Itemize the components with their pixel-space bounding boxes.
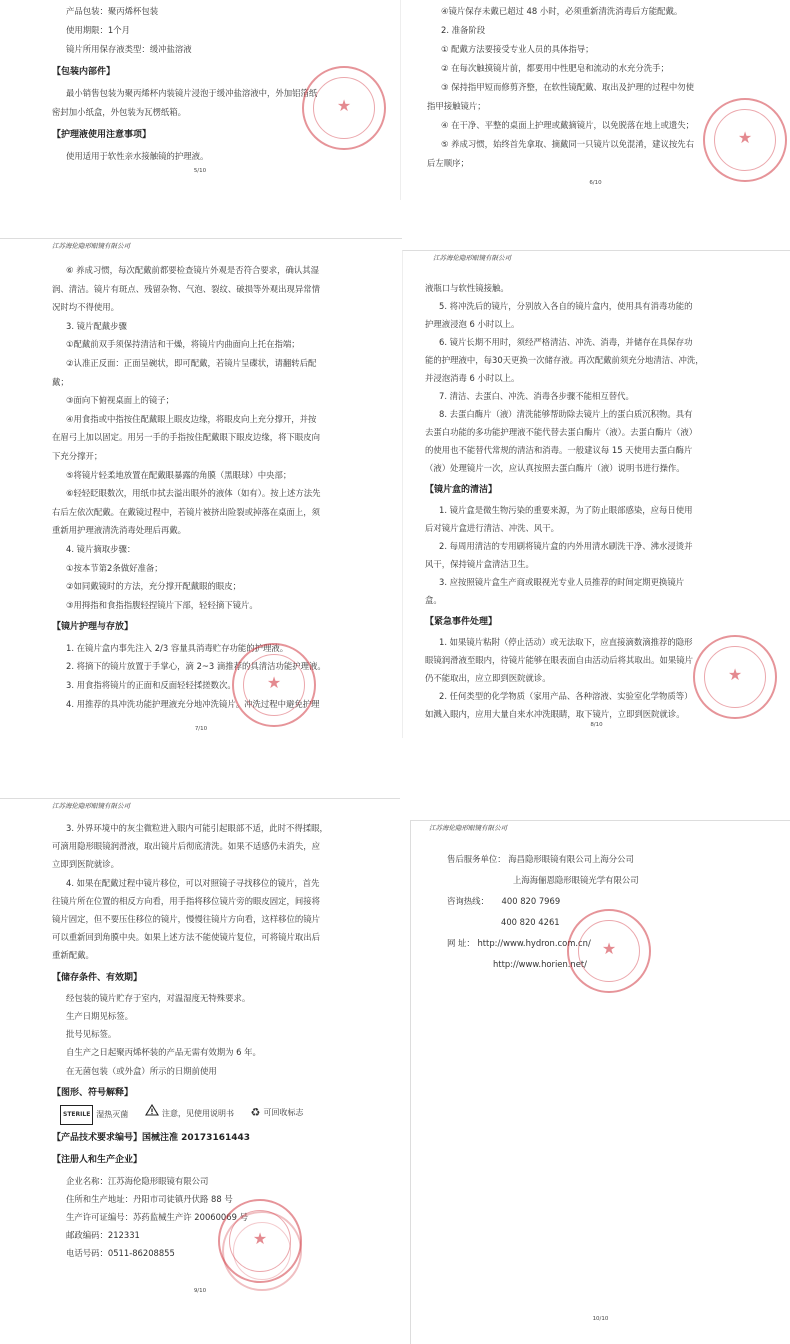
text-line: ④镜片保存未戴已超过 48 小时，必须重新清洗消毒后方能配戴。 xyxy=(441,6,683,16)
text-line: 自生产之日起聚丙烯杯装的产品无需有效期为 6 年。 xyxy=(66,1047,261,1058)
service-unit-2: 上海海俪恩隐形眼镜光学有限公司 xyxy=(513,875,639,885)
text-line: 4. 用推荐的具冲洗功能护理液充分地冲洗镜片。冲洗过程中避免护理 xyxy=(66,698,320,709)
text-line: 立即到医院就诊。 xyxy=(52,859,119,870)
text-line: 镜片所用保存液类型：缓冲盐溶液 xyxy=(66,44,192,54)
page-9 xyxy=(0,798,400,1344)
website-label: 网 址： xyxy=(447,938,475,948)
page-10 xyxy=(410,820,790,1344)
text-line: 后左顺序； xyxy=(427,158,469,168)
text-line: ③用拇指和食指指腹轻捏镜片下部，轻轻摘下镜片。 xyxy=(66,599,258,610)
service-line xyxy=(447,849,780,870)
sterile-symbol xyxy=(60,1105,128,1125)
text-line: 生产许可证编号：苏药监械生产许 20060069 号 xyxy=(66,1212,248,1223)
company-seal: ★ xyxy=(218,1199,302,1283)
text-line: 使用适用于软性亲水接触镜的护理液。 xyxy=(66,151,209,161)
section-heading: 【产品技术要求编号】国械注准 20173161443 xyxy=(52,1133,251,1144)
text-line: ②如同戴镜时的方法，充分撑开配戴眼的眼皮； xyxy=(66,581,242,592)
text-line: 重新用护理液清洗消毒处理后再戴。 xyxy=(52,525,186,536)
page-number: 8/10 xyxy=(590,722,603,728)
text-line: ③ 保持指甲短而修剪齐整，在软性镜配戴、取出及护理的过程中勿使 xyxy=(441,82,695,92)
company-seal: ★ xyxy=(567,909,651,993)
text-line: 液瓶口与软性镜接触。 xyxy=(425,283,509,293)
text-line: 最小销售包装为聚丙烯杯内装镜片浸泡于缓冲盐溶液中，外加铝箔纸 xyxy=(66,88,318,98)
text-line: 7. 清洁、去蛋白、冲洗、消毒各步骤不能相互替代。 xyxy=(439,391,634,401)
section-heading: 【图形、符号解释】 xyxy=(52,1087,134,1098)
section-heading: 【镜片护理与存放】 xyxy=(52,622,134,633)
text-line: 经包装的镜片贮存于室内，对温湿度无特殊要求。 xyxy=(66,992,251,1003)
text-line: 仍不能取出，应立即到医院就诊。 xyxy=(425,673,551,683)
section-heading: 【护理液使用注意事项】 xyxy=(52,130,152,140)
text-line: 能的护理液中，每30天更换一次储存液。再次配戴前须充分地清洁、冲洗， xyxy=(425,355,704,365)
website-link-2[interactable]: http://www.horien.net/ xyxy=(493,959,587,969)
text-line: ③面向下俯视桌面上的镜子； xyxy=(66,395,175,406)
company-seal xyxy=(222,1211,302,1291)
text-line: 右后左依次配戴。在戴镜过程中，若镜片被挤出险裂或掉落在桌面上，须 xyxy=(52,506,320,517)
service-label: 售后服务单位： xyxy=(447,854,506,864)
website-link-1[interactable]: http://www.hydron.com.cn/ xyxy=(477,938,591,948)
hotline-number-1: 400 820 7969 xyxy=(501,896,561,906)
text-line: ② 在每次触摸镜片前，都要用中性肥皂和流动的水充分洗手； xyxy=(441,63,669,73)
text-line: 生产日期见标签。 xyxy=(66,1011,133,1022)
section-heading: 【包装内部件】 xyxy=(52,67,116,77)
company-header: 江苏海伦隐形眼镜有限公司 xyxy=(429,824,507,832)
text-line: ⑥ 养成习惯，每次配戴前都要检查镜片外观是否符合要求，确认其湿 xyxy=(66,265,320,275)
symbol-row xyxy=(60,1104,384,1125)
text-line: 企业名称：江苏海伦隐形眼镜有限公司 xyxy=(66,1175,209,1186)
recycle-icon: ♻ xyxy=(250,1106,261,1120)
text-line: 眼镜润滑液至眼内，待镜片能够在眼表面自由活动后将其取出。如果镜片 xyxy=(425,655,693,665)
text-line: 2. 每周用清洁的专用刷将镜片盒的内外用清水刷洗干净、沸水浸烫并 xyxy=(439,541,693,551)
text-line: ②认准正反面：正面呈碗状，即可配戴，若镜片呈碟状，请翻转后配 xyxy=(66,357,317,368)
page-7 xyxy=(0,238,402,738)
page-7-body xyxy=(52,261,386,713)
text-line: 下充分撑开； xyxy=(52,450,103,461)
text-line: 电话号码：0511-86208855 xyxy=(66,1248,175,1259)
text-line: 邮政编码：212331 xyxy=(66,1230,140,1241)
text-line: 2. 将摘下的镜片放置于手掌心，滴 2~3 滴推荐的具清洁功能护理液。 xyxy=(66,661,326,672)
text-line: 况时均不得使用。 xyxy=(52,302,119,313)
text-line: 4. 镜片摘取步骤： xyxy=(66,543,136,554)
service-unit-1: 海昌隐形眼镜有限公司上海分公司 xyxy=(508,854,634,864)
text-line: 如溅入眼内，应用大量自来水冲洗眼睛，取下镜片，立即到医院就诊。 xyxy=(425,709,685,719)
page-number: 10/10 xyxy=(592,1316,609,1322)
text-line: 住所和生产地址：丹阳市司徒镇丹伏路 88 号 xyxy=(66,1193,233,1204)
sterile-icon: STERILE xyxy=(60,1105,93,1125)
text-line: （液）处理镜片一次，应认真按照去蛋白酶片（液）说明书进行操作。 xyxy=(425,463,685,473)
text-line: 产品包装：聚丙烯杯包装 xyxy=(66,6,159,16)
text-line: 3. 镜片配戴步骤 xyxy=(66,320,127,331)
text-line: 的使用也不能替代常规的清洁和消毒。一般建议每 15 天使用去蛋白酶片 xyxy=(425,445,693,455)
caution-symbol xyxy=(145,1104,234,1123)
hotline-label: 咨询热线： xyxy=(447,896,489,906)
text-line: 指甲接触镜片； xyxy=(427,101,486,111)
section-heading: 【镜片盒的清洁】 xyxy=(425,485,498,495)
section-heading: 【储存条件、有效期】 xyxy=(52,972,143,983)
text-line: 使用期限：1个月 xyxy=(66,25,130,35)
text-line: 6. 镜片长期不用时，须经严格清洁、冲洗、消毒，并储存在具保存功 xyxy=(439,337,693,347)
text-line: 1. 如果镜片粘附（停止活动）或无法取下，应直接滴数滴推荐的隐形 xyxy=(439,637,693,647)
page-9-body xyxy=(52,819,384,1263)
text-line: 密封加小纸盒，外包装为瓦楞纸箱。 xyxy=(52,107,186,117)
text-line: ① 配戴方法要接受专业人员的具体指导； xyxy=(441,44,594,54)
recycle-symbol xyxy=(251,1104,304,1122)
page-number: 5/10 xyxy=(193,168,207,174)
text-line: 可以重新回到角膜中央。如果上述方法不能使镜片复位，可将镜片取出后 xyxy=(52,932,320,943)
text-line: 戴； xyxy=(52,376,69,387)
text-line: 2. 任何类型的化学物质（家用产品、各种溶液、实验室化学物质等） xyxy=(439,691,693,701)
sterile-label: 湿热灭菌 xyxy=(96,1110,129,1120)
page-number: 7/10 xyxy=(194,726,208,732)
text-line: ①配戴前双手须保持清洁和干燥，将镜片内曲面向上托在指端； xyxy=(66,339,300,350)
company-seal: ★ xyxy=(302,66,386,150)
text-line: 重新配戴。 xyxy=(52,950,94,961)
text-line: ④ 在干净、平整的桌面上护理或戴摘镜片，以免脱落在地上或遗失； xyxy=(441,120,695,130)
text-line: 后对镜片盒进行清洁、冲洗、风干。 xyxy=(425,523,559,533)
text-line: 8. 去蛋白酶片（液）清洗能够帮助除去镜片上的蛋白质沉积物。具有 xyxy=(439,409,693,419)
page-number: 6/10 xyxy=(589,180,602,186)
text-line: 在眉弓上加以固定。用另一手的手指按住配戴眼下眼皮边缘，将下眼皮向 xyxy=(52,432,320,443)
page-5 xyxy=(0,0,400,200)
text-line: ⑤将镜片轻柔地放置在配戴眼暴露的角膜（黑眼球）中央部； xyxy=(66,469,292,480)
page-6 xyxy=(400,0,790,200)
text-line: 镜片固定，但不要压住移位的镜片，慢慢往镜片方向看，这样移位的镜片 xyxy=(52,914,320,925)
page-8 xyxy=(402,250,790,738)
hotline-number-2: 400 820 4261 xyxy=(501,917,560,927)
section-heading: 【注册人和生产企业】 xyxy=(52,1155,143,1166)
text-line: ⑥轻轻眨眼数次，用纸巾拭去溢出眼外的液体（如有）。按上述方法先 xyxy=(66,488,321,499)
caution-label: 注意，见使用说明书 xyxy=(161,1108,234,1118)
text-line: 风干，保持镜片盒清洁卫生。 xyxy=(425,559,534,569)
company-header: 江苏海伦隐形眼镜有限公司 xyxy=(52,802,130,810)
page-number: 9/10 xyxy=(193,1288,207,1294)
text-line: 护理液浸泡 6 小时以上。 xyxy=(425,319,520,329)
text-line: 4. 如果在配戴过程中镜片移位，可以对照镜子寻找移位的镜片，首先 xyxy=(66,877,320,888)
text-line: ⑤ 养成习惯，始终首先拿取、摘戴同一只镜片以免混淆，建议按先右 xyxy=(441,139,695,149)
text-line: ①按本节第2条做好准备； xyxy=(66,562,163,573)
text-line: 1. 在镜片盒内事先注入 2/3 容量具消毒贮存功能的护理液。 xyxy=(66,642,289,653)
text-line: 2. 准备阶段 xyxy=(441,25,486,35)
company-header: 江苏海伦隐形眼镜有限公司 xyxy=(52,242,130,250)
company-header: 江苏海伦隐形眼镜有限公司 xyxy=(433,254,511,262)
text-line: 1. 镜片盒是微生物污染的重要来源，为了防止眼部感染，应每日使用 xyxy=(439,505,693,515)
text-line: 在无菌包装（或外盒）所示的日期前使用 xyxy=(66,1065,217,1076)
text-line: 并浸泡消毒 6 小时以上。 xyxy=(425,373,520,383)
section-heading: 【紧急事件处理】 xyxy=(425,617,498,627)
recycle-label: 可回收标志 xyxy=(263,1108,304,1118)
company-seal: ★ xyxy=(232,643,316,727)
text-line: 3. 外界环境中的灰尘微粒进入眼内可能引起眼部不适，此时不得揉眼， xyxy=(66,823,328,833)
text-line: ④用食指或中指按住配戴眼上眼皮边缘，将眼皮向上充分撑开，并按 xyxy=(66,413,317,424)
company-seal: ★ xyxy=(703,98,787,182)
text-line: 往镜片所在位置的相反方向看，用手指将移位镜片旁的眼皮固定，间接将 xyxy=(52,895,320,906)
text-line: 5. 将冲洗后的镜片，分别放入各自的镜片盒内，使用具有消毒功能的 xyxy=(439,301,693,311)
text-line: 可滴用隐形眼镜润滑液，取出镜片后彻底清洗。如果不适感仍未消失，应 xyxy=(52,841,320,852)
text-line: 3. 用食指将镜片的正面和反面轻轻揉搓数次。 xyxy=(66,680,236,691)
warning-triangle-icon xyxy=(145,1104,159,1123)
text-line: 润、清洁。镜片有斑点、残留杂物、气泡、裂纹、破损等外观出现异常情 xyxy=(52,283,320,294)
company-seal: ★ xyxy=(693,635,777,719)
text-line: 盒。 xyxy=(425,595,442,605)
text-line: 批号见标签。 xyxy=(66,1029,117,1040)
text-line: 去蛋白功能的多功能护理液不能代替去蛋白酶片（液）。去蛋白酶片（液） xyxy=(425,427,698,437)
text-line: 3. 应按照镜片盒生产商或眼视光专业人员推荐的时间定期更换镜片 xyxy=(439,577,685,587)
